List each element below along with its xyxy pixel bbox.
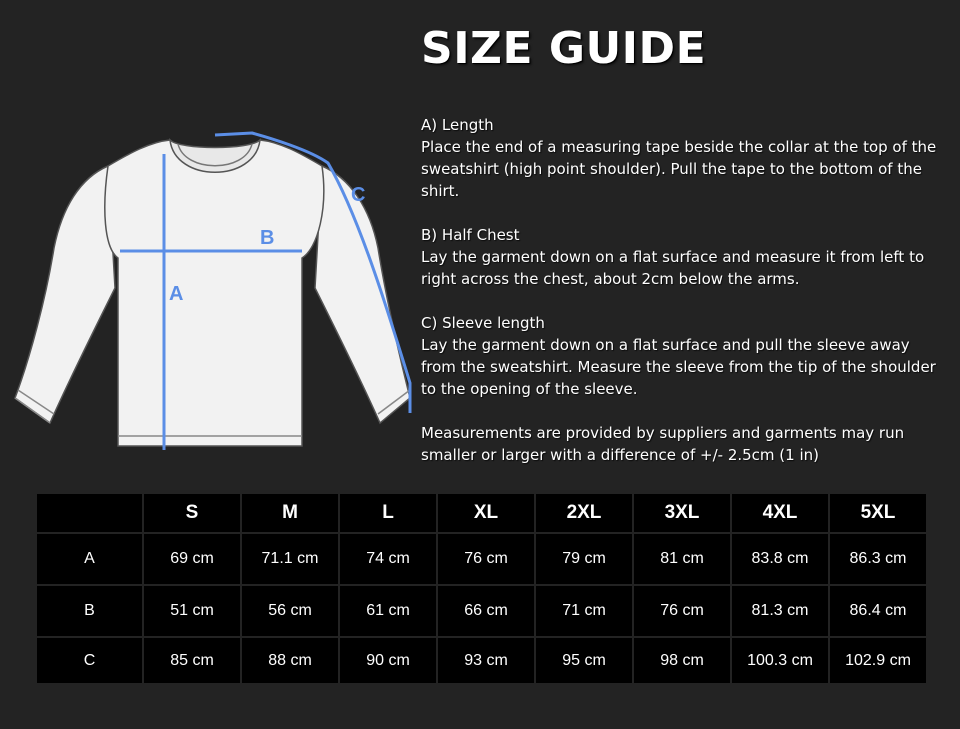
table-cell: 56 cm [242, 586, 338, 636]
measurement-instructions [421, 114, 941, 488]
instruction-length [421, 114, 941, 202]
table-cell: 98 cm [634, 638, 730, 683]
row-label: C [37, 638, 142, 683]
instruction-heading: B) Half Chest [421, 226, 520, 244]
table-cell: 83.8 cm [732, 534, 828, 584]
table-cell: 71.1 cm [242, 534, 338, 584]
table-cell: 102.9 cm [830, 638, 926, 683]
header-cell: S [144, 494, 240, 532]
sweatshirt-diagram [10, 128, 420, 458]
label-b: B [260, 227, 275, 249]
table-cell: 79 cm [536, 534, 632, 584]
table-cell: 93 cm [438, 638, 534, 683]
table-cell: 66 cm [438, 586, 534, 636]
table-cell: 61 cm [340, 586, 436, 636]
instruction-body: Place the end of a measuring tape beside the collar at the top of the sweatshirt (high point shoulder). Pull the tape to the bottom of the shirt. [421, 138, 937, 200]
table-cell: 81.3 cm [732, 586, 828, 636]
table-cell: 81 cm [634, 534, 730, 584]
row-label: A [37, 534, 142, 584]
row-label: B [37, 586, 142, 636]
table-cell: 71 cm [536, 586, 632, 636]
table-cell: 90 cm [340, 638, 436, 683]
table-cell: 76 cm [634, 586, 730, 636]
size-table [35, 492, 928, 685]
table-cell: 85 cm [144, 638, 240, 683]
table-cell: 51 cm [144, 586, 240, 636]
instruction-half-chest [421, 224, 941, 290]
table-cell: 76 cm [438, 534, 534, 584]
table-cell: 86.3 cm [830, 534, 926, 584]
table-header-row [37, 494, 926, 532]
table-cell: 95 cm [536, 638, 632, 683]
header-cell: M [242, 494, 338, 532]
header-cell: L [340, 494, 436, 532]
page-title: SIZE GUIDE [421, 23, 707, 74]
table-cell: 86.4 cm [830, 586, 926, 636]
header-cell: 2XL [536, 494, 632, 532]
table-cell: 74 cm [340, 534, 436, 584]
instruction-body: Lay the garment down on a flat surface and measure it from left to right across the chest, about 2cm below the arms. [421, 248, 925, 288]
label-c: C [351, 184, 366, 206]
table-row [37, 586, 926, 636]
header-cell: XL [438, 494, 534, 532]
instruction-sleeve [421, 312, 941, 400]
header-cell: 3XL [634, 494, 730, 532]
measurement-note: Measurements are provided by suppliers and garments may run smaller or larger with a difference of +/- 2.5cm (1 in) [421, 424, 905, 464]
instruction-body: Lay the garment down on a flat surface and pull the sleeve away from the sweatshirt. Measure the sleeve from the tip of the shoulder to the opening of the sleeve. [421, 336, 936, 398]
header-cell: 5XL [830, 494, 926, 532]
table-row [37, 534, 926, 584]
header-cell [37, 494, 142, 532]
instruction-heading: C) Sleeve length [421, 314, 545, 332]
table-cell: 69 cm [144, 534, 240, 584]
table-cell: 100.3 cm [732, 638, 828, 683]
table-cell: 88 cm [242, 638, 338, 683]
label-a: A [169, 283, 184, 305]
instruction-heading: A) Length [421, 116, 494, 134]
header-cell: 4XL [732, 494, 828, 532]
table-row [37, 638, 926, 683]
